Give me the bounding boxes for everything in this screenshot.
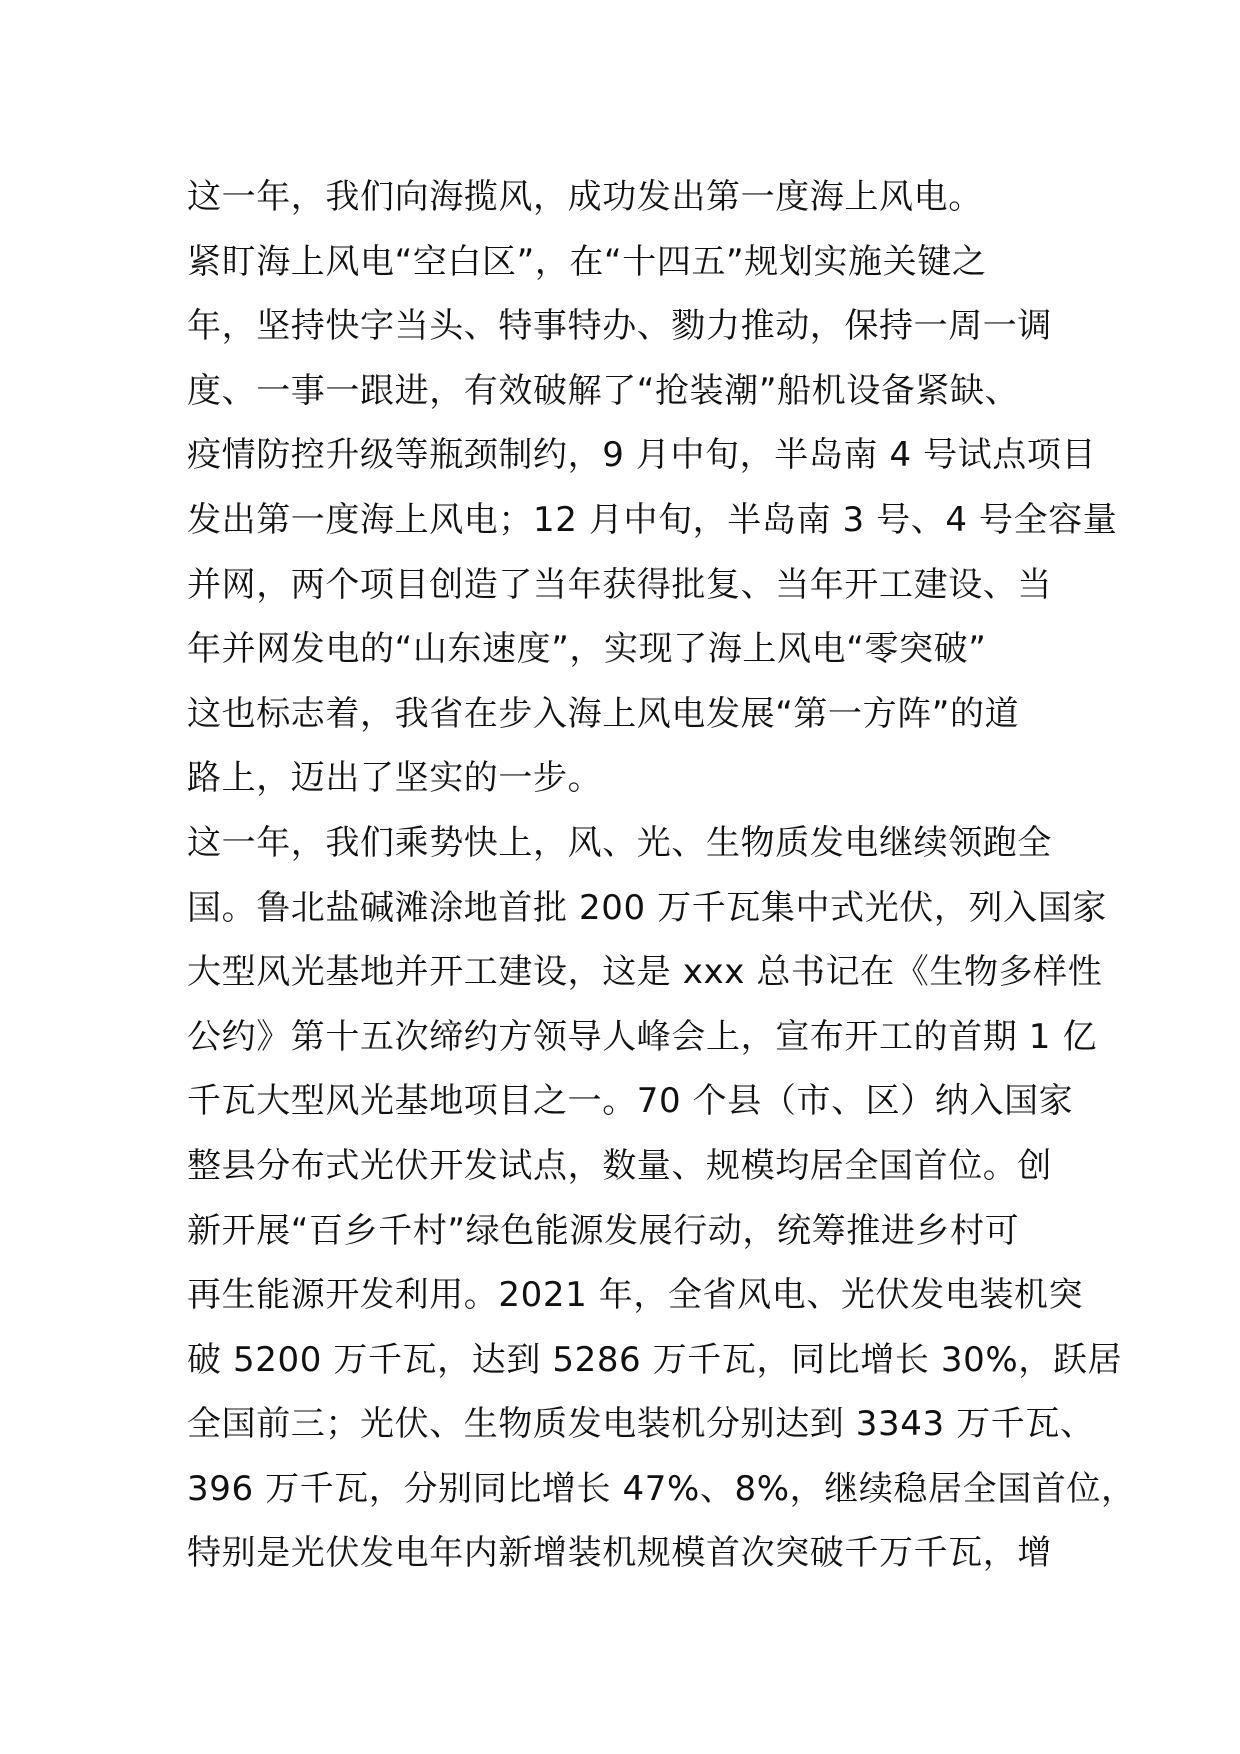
text-line-10: 路上，迈出了坚实的一步。 xyxy=(187,758,603,799)
text-line-4: 度、一事一跟进，有效破解了“抢装潮”船机设备紧缺、 xyxy=(187,370,1020,411)
text-line-18: 再生能源开发利用。2021 年，全省风电、光伏发电装机突 xyxy=(187,1275,1084,1316)
text-line-12: 国。鲁北盐碱滩涂地首批 200 万千瓦集中式光伏，列入国家 xyxy=(187,887,1107,928)
text-line-9: 这也标志着，我省在步入海上风电发展“第一方阵”的道 xyxy=(187,693,1020,734)
text-line-21: 396 万千瓦，分别同比增长 47%、8%，继续稳居全国首位， xyxy=(187,1468,1136,1509)
text-line-11: 这一年，我们乘势快上，风、光、生物质发电继续领跑全 xyxy=(187,822,1052,863)
text-line-7: 并网，两个项目创造了当年获得批复、当年开工建设、当 xyxy=(187,564,1052,605)
text-line-13: 大型风光基地并开工建设，这是 xxx 总书记在《生物多样性 xyxy=(187,952,1103,993)
text-line-15: 千瓦大型风光基地项目之一。70 个县（市、区）纳入国家 xyxy=(187,1081,1074,1122)
text-line-17: 新开展“百乡千村”绿色能源发展行动，统筹推进乡村可 xyxy=(187,1210,1020,1251)
text-line-14: 公约》第十五次缔约方领导人峰会上，宣布开工的首期 1 亿 xyxy=(187,1016,1098,1057)
text-line-8: 年并网发电的“山东速度”，实现了海上风电“零突破” xyxy=(187,629,987,670)
text-line-6: 发出第一度海上风电；12 月中旬，半岛南 3 号、4 号全容量 xyxy=(187,499,1118,540)
text-line-19: 破 5200 万千瓦，达到 5286 万千瓦，同比增长 30%，跃居 xyxy=(187,1339,1123,1380)
text-line-3: 年，坚持快字当头、特事特办、勠力推动，保持一周一调 xyxy=(187,306,1052,347)
text-line-22: 特别是光伏发电年内新增装机规模首次突破千万千瓦，增 xyxy=(187,1533,1052,1574)
text-line-20: 全国前三；光伏、生物质发电装机分别达到 3343 万千瓦、 xyxy=(187,1404,1095,1445)
text-line-16: 整县分布式光伏开发试点，数量、规模均居全国首位。创 xyxy=(187,1145,1052,1186)
text-line-5: 疫情防控升级等瓶颈制约，9 月中旬，半岛南 4 号试点项目 xyxy=(187,435,1097,476)
text-line-2: 紧盯海上风电“空白区”，在“十四五”规划实施关键之 xyxy=(187,241,987,282)
text-line-1: 这一年，我们向海揽风，成功发出第一度海上风电。 xyxy=(187,177,983,217)
document-page xyxy=(187,165,1136,1586)
